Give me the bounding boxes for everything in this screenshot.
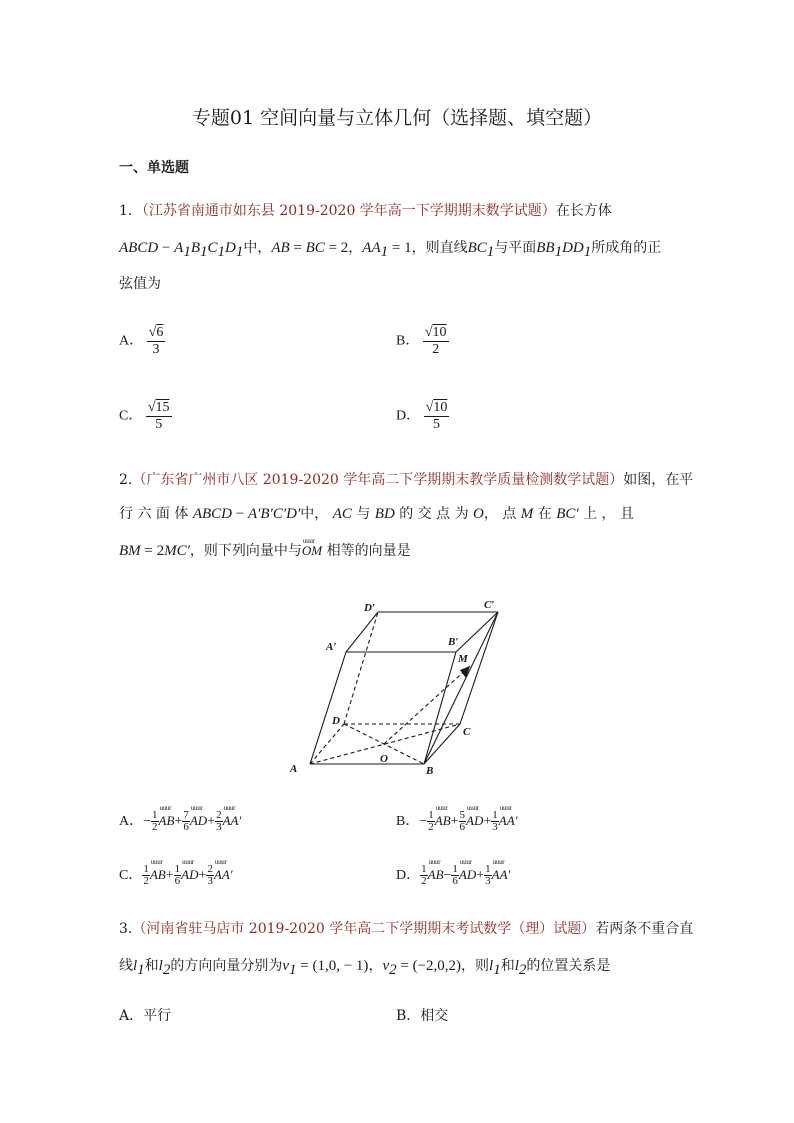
- section-heading: 一、单选题: [119, 160, 189, 176]
- q3-line-1: [119, 911, 693, 948]
- option-label: C．: [119, 868, 143, 883]
- q1-formula-box: ABCD: [119, 240, 159, 256]
- q2-option-b[interactable]: B．− $\frac{1}{2}uuur$ AB+ $\frac{5}{6}uuur$ AD+ $\frac{1}{3}uuur$ AA′: [396, 810, 518, 833]
- edge-ad: [310, 724, 344, 764]
- q3-source: （河南省驻马店市 2019-2020 学年高二下学期期末考试数学（理）试题）: [132, 921, 596, 937]
- q1-line-2: ABCD − $A_1B_1C_1D_1$中，AB = BC = 2，$AA_1 = 1$，则直线$BC_1$与平面$BB_1DD_1$所成角的正: [119, 240, 662, 260]
- q2-text-c: 中，: [300, 506, 329, 522]
- radicand: 10: [433, 400, 448, 415]
- q2-text-j: 相等的向量是: [326, 543, 411, 559]
- label-m: M: [458, 653, 468, 665]
- q3-text-c: 和: [144, 958, 159, 974]
- q2-text-d: 与: [356, 506, 371, 522]
- q1-text: 在长方体: [555, 203, 612, 219]
- q2-number: 2.: [119, 472, 133, 488]
- edge-dd1: [344, 612, 378, 724]
- q3-number: 3.: [119, 921, 133, 937]
- q1-option-c[interactable]: C． $\frac{√15}{5}$: [119, 400, 170, 432]
- q2-text-e: 的 交 点 为: [399, 506, 469, 522]
- edge-a1d1: [346, 612, 378, 652]
- q2-text-i: ，则下列向量中与: [189, 543, 302, 559]
- label-c: C: [463, 726, 471, 738]
- option-label: B．: [396, 333, 420, 349]
- q1-text-b: 中，: [243, 240, 272, 256]
- q1-option-d[interactable]: D． $\frac{√10}{5}$: [396, 400, 448, 432]
- option-label: D．: [396, 868, 421, 883]
- q2-source: （广东省广州市八区 2019-2020 学年高二下学期期末教学质量检测数学试题）: [132, 472, 624, 488]
- q2-text-h: 上 ， 且: [583, 506, 635, 522]
- label-c1: C′: [484, 599, 495, 611]
- q3-text-g: 的位置关系是: [526, 958, 611, 974]
- q2-text-f: ， 点: [483, 506, 517, 522]
- denominator: 2: [432, 342, 440, 357]
- q3-text-d: 的方向向量分别为: [170, 958, 283, 974]
- q2-option-a[interactable]: A．− $\frac{1}{2}uuur$ AB+ $\frac{7}{6}uuur$ AD+ $\frac{2}{3}uuur$ AA′: [119, 810, 241, 833]
- q1-number: 1．: [119, 203, 142, 219]
- q1-option-a[interactable]: A． $\frac{√6}{3}$: [119, 325, 164, 357]
- q1-option-b[interactable]: B． $\frac{√10}{2}$: [396, 325, 447, 357]
- q2-text-b: 行 六 面 体: [119, 506, 189, 522]
- q2-option-c[interactable]: C． $\frac{1}{2}uuur$ AB+ $\frac{1}{6}uuur$ AD+ $\frac{2}{3}uuur$ AA′: [119, 864, 233, 887]
- q3-text-b: 线: [119, 958, 133, 974]
- option-label: C．: [119, 408, 143, 424]
- q1-text-c: ，则直线: [411, 240, 468, 256]
- denominator: 5: [432, 417, 440, 432]
- q1-line-1: [119, 193, 612, 230]
- page-title: 专题01 空间向量与立体几何（选择题、填空题）: [191, 107, 603, 129]
- edge-bc1: [424, 612, 498, 764]
- q1-text-e: 所成角的正: [591, 240, 662, 256]
- radicand: 15: [155, 400, 170, 415]
- label-a: A: [290, 763, 298, 775]
- label-o: O: [380, 753, 388, 765]
- edge-aa1: [310, 652, 346, 764]
- q3-text-f: 和: [500, 958, 515, 974]
- q3-option-b[interactable]: B．相交: [396, 1008, 449, 1024]
- label-a1: A′: [326, 641, 337, 653]
- label-b1: B′: [448, 636, 459, 648]
- q1-line-3: 弦值为: [119, 276, 161, 292]
- option-label: B．: [396, 814, 420, 829]
- q3-text-a: 若两条不重合直: [595, 921, 694, 937]
- q2-line-3: BM = 2MC′，则下列向量中与uuur OM 相等的向量是: [119, 532, 411, 570]
- q2-text-a: 如图，在平: [623, 472, 694, 488]
- q2-line-1: [119, 462, 693, 499]
- q2-option-d[interactable]: D． $\frac{1}{2}uuur$ AB− $\frac{1}{6}uuur$ AD+ $\frac{1}{3}uuur$ AA′: [396, 864, 510, 887]
- radicand: 6: [156, 325, 164, 340]
- q2-line-2: 行 六 面 体 ABCD − A′B′C′D′中， AC 与 BD 的 交 点 为 O， 点 M 在 BC′ 上 ， 且: [119, 506, 635, 522]
- q3-text-e: ，则: [461, 958, 490, 974]
- option-label: D．: [396, 408, 421, 424]
- denominator: 3: [152, 342, 160, 357]
- label-d: D: [332, 715, 340, 727]
- radicand: 10: [432, 325, 447, 340]
- parallelepiped-figure: [280, 590, 520, 780]
- label-d1: D′: [364, 602, 376, 614]
- q3-option-a[interactable]: A．平行: [119, 1008, 172, 1024]
- q2-text-g: 在: [537, 506, 552, 522]
- label-b: B: [426, 765, 434, 777]
- option-label: A．: [119, 333, 144, 349]
- q1-text-d: 与平面: [494, 240, 537, 256]
- denominator: 5: [155, 417, 163, 432]
- q1-source: （江苏省南通市如东县 2019-2020 学年高一下学期期末数学试题）: [141, 203, 556, 219]
- option-label: A．: [119, 814, 144, 829]
- q3-line-2: 线$l_1$和$l_2$的方向向量分别为$\nu_1 = (1,0$, − 1)，$\nu_2 = (-2,0,2)$，则$l_1$和$l_2$的位置关系是: [119, 958, 611, 978]
